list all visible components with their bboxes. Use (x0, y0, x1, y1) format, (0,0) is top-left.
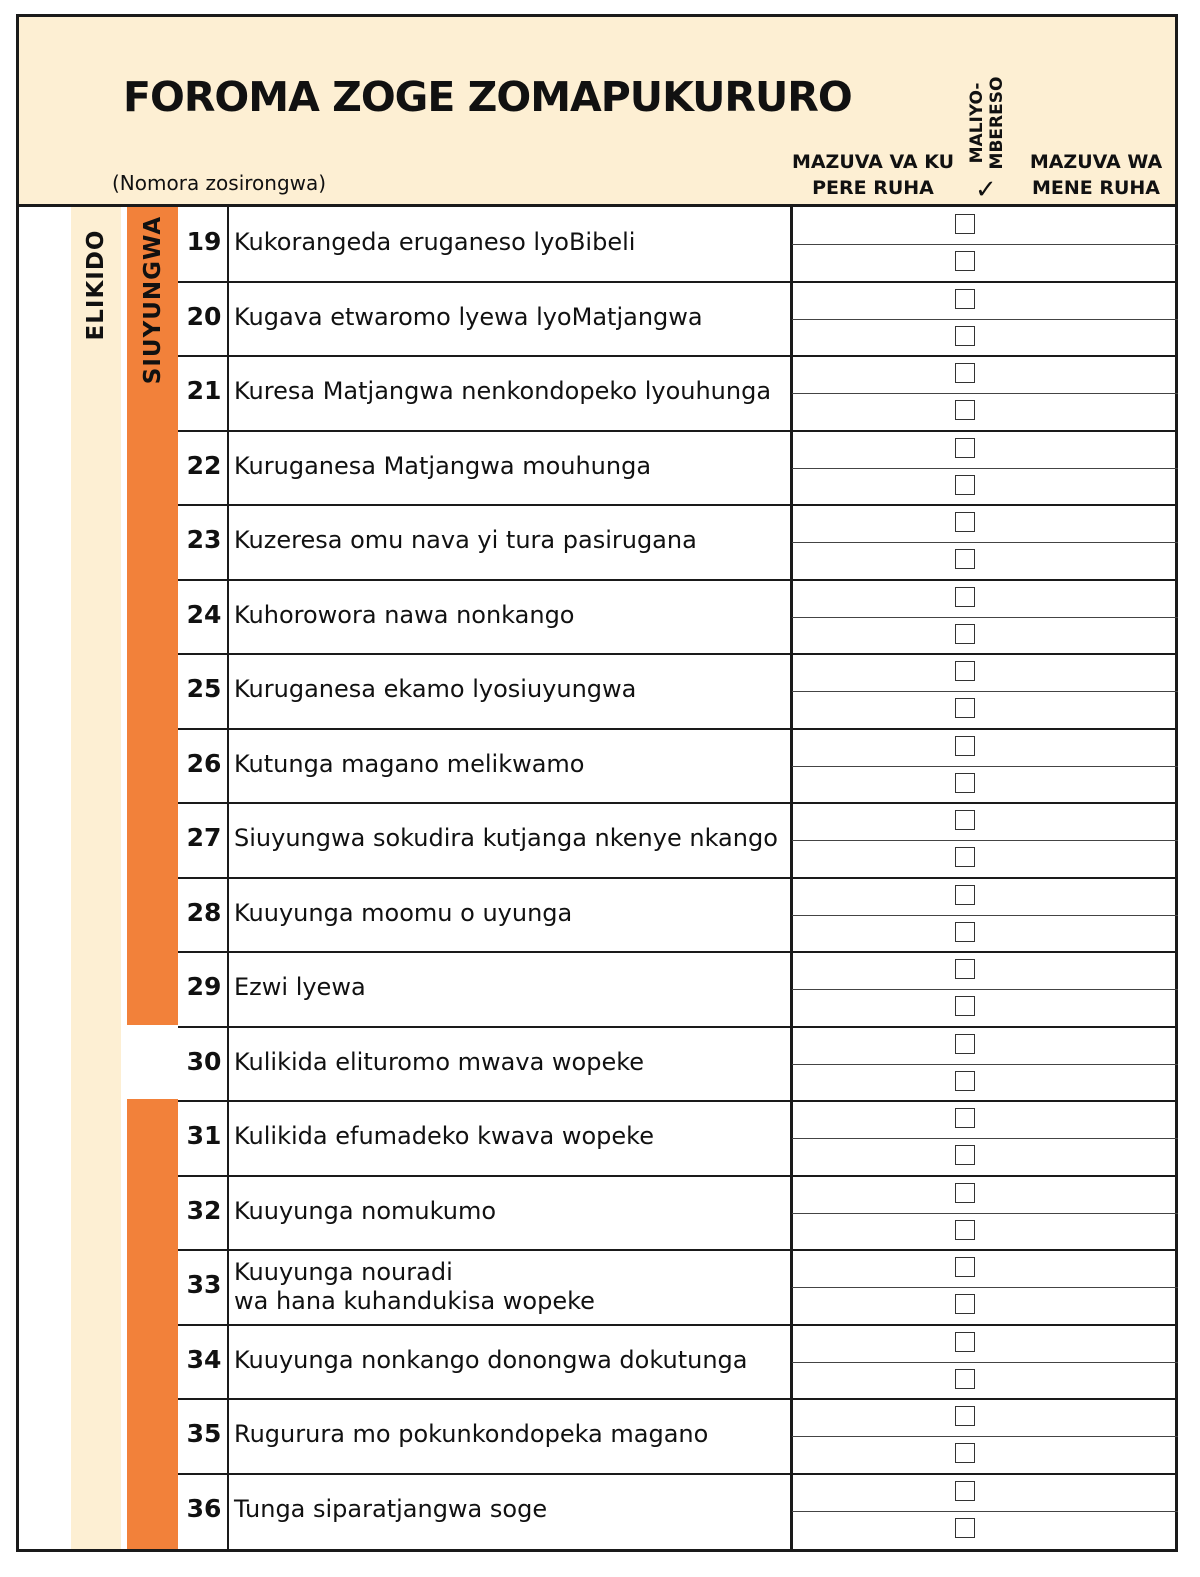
row-label: Ezwi lyewa (234, 973, 366, 1002)
row-number: 23 (186, 525, 222, 555)
completed-checkbox[interactable] (955, 922, 975, 942)
completed-checkbox[interactable] (955, 363, 975, 383)
row-number: 30 (186, 1046, 222, 1076)
date-subline (792, 691, 1178, 692)
date-subline (792, 542, 1178, 543)
date-subline (792, 1064, 1178, 1065)
row-label: Kuresa Matjangwa nenkondopeko lyouhunga (234, 377, 772, 406)
row-number: 27 (186, 823, 222, 853)
completed-checkbox[interactable] (955, 810, 975, 830)
row-label: Kuruganesa Matjangwa mouhunga (234, 451, 652, 480)
row-label: Kukorangeda eruganeso lyoBibeli (234, 228, 636, 257)
date-subline (792, 1138, 1178, 1139)
completed-checkbox[interactable] (955, 1071, 975, 1091)
completed-checkbox[interactable] (955, 400, 975, 420)
completed-checkbox[interactable] (955, 1332, 975, 1352)
column-header-completed (953, 57, 1021, 205)
date-subline (792, 915, 1178, 916)
row-number: 19 (186, 227, 222, 257)
completed-checkbox[interactable] (955, 1108, 975, 1128)
row-label: Kuuyunga nouradi wa hana kuhandukisa wopeke (234, 1258, 595, 1315)
completed-checkbox[interactable] (955, 1443, 975, 1463)
row-number: 34 (186, 1344, 222, 1374)
completed-checkbox[interactable] (955, 1481, 975, 1501)
row-label: Kuhorowora nawa nonkango (234, 600, 575, 629)
row-number: 22 (186, 450, 222, 480)
completed-checkbox[interactable] (955, 624, 975, 644)
date-subline (792, 840, 1178, 841)
completed-checkbox[interactable] (955, 698, 975, 718)
form-header (19, 17, 1175, 207)
row-number: 29 (186, 972, 222, 1002)
completed-checkbox[interactable] (955, 1369, 975, 1389)
row-label: Kugava etwaromo lyewa lyoMatjangwa (234, 302, 703, 331)
band-gap (127, 1025, 178, 1099)
completed-checkbox[interactable] (955, 289, 975, 309)
completed-checkbox[interactable] (955, 512, 975, 532)
siuyungwa-band-top (127, 207, 178, 1025)
completed-checkbox[interactable] (955, 214, 975, 234)
date-subline (792, 989, 1178, 990)
row-label: Tunga siparatjangwa soge (234, 1494, 548, 1523)
completed-checkbox[interactable] (955, 885, 975, 905)
completed-checkbox[interactable] (955, 1220, 975, 1240)
completed-checkbox[interactable] (955, 438, 975, 458)
elikido-band (71, 207, 121, 1549)
column-header-first-date: MAZUVA VA KU PERE RUHA (791, 151, 955, 199)
completed-checkbox[interactable] (955, 326, 975, 346)
row-number: 24 (186, 599, 222, 629)
row-number: 31 (186, 1121, 222, 1151)
row-number: 36 (186, 1493, 222, 1523)
progress-form (16, 14, 1178, 1552)
row-label: Kuruganesa ekamo lyosiuyungwa (234, 675, 637, 704)
row-label: Rugurura mo pokunkondopeka magano (234, 1420, 709, 1449)
completed-label: MALIYO- MBERESO (967, 76, 1007, 170)
date-subline (792, 1511, 1178, 1512)
row-number: 26 (186, 748, 222, 778)
form-title: FOROMA ZOGE ZOMAPUKURURO (123, 73, 852, 121)
completed-checkbox[interactable] (955, 549, 975, 569)
row-label: Kutunga magano melikwamo (234, 749, 585, 778)
completed-checkbox[interactable] (955, 475, 975, 495)
row-label: Siuyungwa sokudira kutjanga nkenye nkango (234, 824, 778, 853)
completed-checkbox[interactable] (955, 1518, 975, 1538)
siuyungwa-band-bottom (127, 1099, 178, 1549)
siuyungwa-label: SIUYUNGWA (139, 215, 166, 385)
row-label: Kuuyunga moomu o uyunga (234, 898, 573, 927)
completed-checkbox[interactable] (955, 773, 975, 793)
date-subline (792, 319, 1178, 320)
completed-checkbox[interactable] (955, 661, 975, 681)
date-subline (792, 1213, 1178, 1214)
date-subline (792, 1362, 1178, 1363)
elikido-label: ELIKIDO (83, 229, 109, 341)
completed-checkbox[interactable] (955, 1294, 975, 1314)
date-subline (792, 617, 1178, 618)
row-label: Kuzeresa omu nava yi tura pasirugana (234, 526, 697, 555)
date-subline (792, 468, 1178, 469)
completed-checkbox[interactable] (955, 1257, 975, 1277)
row-label: Kulikida elituromo mwava wopeke (234, 1047, 645, 1076)
completed-checkbox[interactable] (955, 847, 975, 867)
date-subline (792, 1436, 1178, 1437)
date-subline (792, 1287, 1178, 1288)
row-number: 20 (186, 301, 222, 331)
row-number: 35 (186, 1419, 222, 1449)
form-subtitle: (Nomora zosirongwa) (112, 171, 327, 195)
completed-checkbox[interactable] (955, 1034, 975, 1054)
completed-checkbox[interactable] (955, 996, 975, 1016)
row-number: 33 (186, 1270, 222, 1300)
date-subline (792, 393, 1178, 394)
row-label: Kuuyunga nonkango donongwa dokutunga (234, 1345, 748, 1374)
completed-checkbox[interactable] (955, 587, 975, 607)
completed-checkbox[interactable] (955, 1183, 975, 1203)
completed-checkbox[interactable] (955, 1145, 975, 1165)
date-subline (792, 766, 1178, 767)
date-subline (792, 244, 1178, 245)
completed-checkbox[interactable] (955, 1406, 975, 1426)
column-header-last-date: MAZUVA WA MENE RUHA (1029, 151, 1163, 199)
row-label: Kulikida efumadeko kwava wopeke (234, 1122, 654, 1151)
row-label: Kuuyunga nomukumo (234, 1196, 497, 1225)
row-number: 32 (186, 1195, 222, 1225)
row-number: 21 (186, 376, 222, 406)
completed-checkbox[interactable] (955, 251, 975, 271)
completed-checkbox[interactable] (955, 736, 975, 756)
check-mark-icon: ✓ (975, 175, 997, 205)
row-number: 25 (186, 674, 222, 704)
row-number: 28 (186, 897, 222, 927)
completed-checkbox[interactable] (955, 959, 975, 979)
